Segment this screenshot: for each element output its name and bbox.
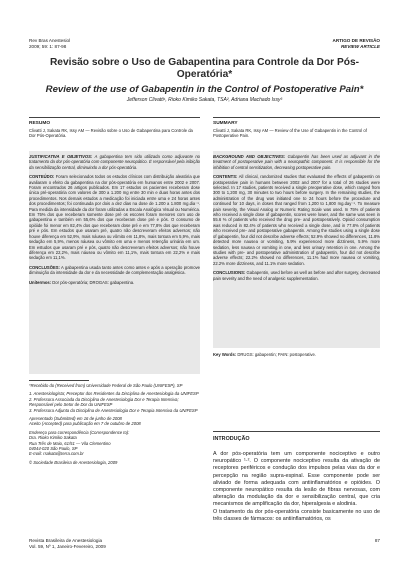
divider bbox=[213, 431, 380, 432]
journal-header bbox=[29, 38, 70, 50]
summary-conclusions: CONCLUSIONS: Gabapentin, used before as well as before and after surgery, decreased pain severity and the need of analgesic supplementation. bbox=[213, 270, 380, 281]
affiliation-2: 2. Professora Associada da Disciplina de Anestesiologia Dor e Terapia Intensiva; Responsável pelo Setor de Dor da UNIFESP bbox=[29, 396, 179, 408]
resumo-conclusoes: CONCLUSÕES: A gabapentina usada tanto antes como antes e após a operação promove diminuição da intensidade da dor e da necessidade de complementação analgésica. bbox=[29, 264, 200, 276]
summary-keywords: Key Words: DRUGS: gabapentin; PAIN: postoperative. bbox=[213, 352, 316, 357]
intro-paragraph-2: O tratamento da dor pós-operatória consiste basicamente no uso de três classes de fármacos: os antiinflamatórios, os bbox=[213, 508, 380, 522]
summary-section bbox=[213, 121, 380, 139]
affiliation-3: 3. Professora Adjunta da Disciplina de Anestesiologia Dor e Terapia Intensiva da UNIFESP bbox=[29, 407, 198, 413]
summary-background: BACKGROUND AND OBJECTIVES: Gabapentin has been used as adjuvant in the treatment of postoperative pain with a neuropathic component. It is responsible for the inhibition of central sensitization, decreasing postoperative pain. bbox=[213, 154, 380, 170]
intro-text bbox=[213, 451, 380, 546]
correspondence-name: Dra. Rioko Kimiko Sakata bbox=[29, 435, 77, 441]
summary-citation: Clivatti J, Sakata RK, Issy AM — Review of the Use of Gabapentin in the Control of Postoperative Pain. bbox=[213, 128, 367, 139]
intro-heading: INTRODUÇÃO bbox=[213, 436, 250, 442]
received-note: *Recebido do (Received from) Universidade Federal de São Paulo (UNIFESP), SP bbox=[29, 383, 183, 388]
title-english: Review of the use of Gabapentin in the Control of Postoperative Pain* bbox=[45, 84, 364, 95]
article-type-en: REVIEW ARTICLE bbox=[340, 43, 380, 49]
summary-heading: SUMMARY bbox=[213, 121, 238, 126]
title-portuguese: Revisão sobre o Uso de Gabapentina para Controle da Dor Pós-Operatória* bbox=[49, 57, 360, 81]
divider bbox=[213, 117, 380, 118]
affiliations bbox=[29, 383, 200, 465]
article-type bbox=[333, 38, 380, 50]
resumo-justificativa: JUSTIFICATIVA E OBJETIVOS: A gabapentina tem sido utilizada como adjuvante no tratamento da dor pós-operatória com componente neuropático. É responsável pela inibição da sensibilização central, diminuindo a dor pós-operatória. bbox=[29, 154, 200, 170]
copyright: © Sociedade Brasileira de Anestesiologia, 2009 bbox=[29, 459, 118, 465]
accepted-date: Aceito (Accepted) para publicação em 7 de outubro de 2008 bbox=[29, 421, 141, 427]
resumo-unitermos: Unitermos: Dor pós-operatória; DROGAS: gabapentina. bbox=[29, 279, 135, 285]
footnote-divider bbox=[29, 380, 89, 381]
resumo-citation: Clivatti J, Sakata RK, Issy AM — Revisão sobre o Uso de Gabapentina para Controle da Dor Pós-Operatória. bbox=[29, 128, 193, 139]
affiliation-1: 1. Anestesiologista; Preceptor dos Residentes da Disciplina de Anestesiologia da UNIFESP bbox=[29, 391, 199, 397]
correspondence-city: 04044-020 São Paulo, SP bbox=[29, 446, 78, 452]
resumo-section bbox=[29, 121, 200, 139]
submitted-date: Apresentado (Submitted) em 16 de junho de 2008 bbox=[29, 416, 122, 422]
summary-box bbox=[213, 151, 380, 348]
footer-journal: Revista Brasileira de Anestesiologia bbox=[29, 538, 103, 544]
resumo-conteudo: CONTEÚDO: Foram selecionados todos os estudos clínicos com distribuição aleatória que avaliaram o efeito da gabapentina na dor pós-operatória em humanos entre 2002 e 2007. Foram encontrados 26 artigos publicados. Em 17 estudos os pacientes receberam dose única pré-operatória com valores de 300 a 1.200 mg entre 30 min e duas horas antes dos procedimentos. Nos demais estudos a medicação foi iniciada entre uma e 24 horas antes dos procedimentos; foi continuada por dois a dez dias na dose de 1.200 a 1.800 mg.dia⁻¹. Para medida da intensidade da dor foram utilizadas a Escala Analógica Visual ou Numérica. Em 75% dos que receberam somente dose pré os escores foram menores com uso de gabapentina e também em 55,6% dos que receberam dose pré e pós. O consumo de opióide foi menor em 82,4% dos que receberam dose pré e em 77,8% dos que receberam pré e pós. Em estudos que usaram pré, quatro não descreveram efeitos adversos; não houve diferença em 52,9%, mais náusea ou vômito em 11,8%, mais tontura em 5,9%, mais sedação em 5,9%, menos náusea ou vômito em uma e menos retenção urinária em um. Em estudos que usaram pré e pós, quatro não descreveram efeitos adversos; não houve diferença em 22,2%, mais náusea ou vômito em 11,1%, mais tontura em 22,2% e mais sedação em 11,1%. bbox=[29, 174, 200, 261]
page-footer bbox=[29, 538, 106, 550]
intro-paragraph-1: A dor pós-operatória tem um componente nociceptivo e outro neuropático ¹·². O componente nociceptivo resulta da ativação de receptores periféricos e condução dos impulsos pelas vias da dor e percepção na região supra-espinal. Esse componente pode ser aliviado de forma adequada com antiinflamatórios e opióides. O componente neuropático resulta da lesão de fibras nervosas, com alteração da modulação da dor e sensibilização central, que cria mecanismos de amplificação da dor, hiperalgesia e alodinia. bbox=[213, 451, 380, 508]
resumo-heading: RESUMO bbox=[29, 121, 51, 126]
divider bbox=[29, 117, 200, 118]
journal-name: Rev Bras Anestesiol bbox=[29, 38, 71, 43]
correspondence-label: Endereço para correspondência (Correspondence to): bbox=[29, 429, 130, 435]
article-type-pt: ARTIGO DE REVISÃO bbox=[332, 38, 380, 43]
page-number: 87 bbox=[374, 538, 380, 544]
summary-contents: CONTENTS: All clinical, randomized studies that evaluated the effects of gabapentin on postoperative pain in humans between 2002 and 2007 for a total of 26 studies were selected. In 17 studies, patients received a single preoperative dose, which ranged from 300 to 1,200 mg, 30 minutes to two hours before surgery. In the remaining studies, the administration of the drug was initiated one to 24 hours before the procedure and continued for 10 days, in doses that ranged from 1,200 to 1,800 mg.day⁻¹. To measure pain severity, the Visual Analog or Numeric Rating Scale was used. In 75% of patients who received a single dose of gabapentin, scores were lower, and the same was seen in 55.6 % of patients who received the drug pre- and postoperatively. Opioid consumption was reduced in 82.4% of patients who received a single dose, and in 77.8% of patients who received pre- and postoperative gabapentin. Among the studies using a single dose of gabapentin, four did not describe adverse effects; 52.9% showed no differences, 11.8% detected more nausea or vomiting, 5.9% experienced more dizziness, 5.9% more sedation, less nausea or vomiting in one, and less urinary retention in one. Among the studies with pre- and postoperative administration of gabapentin, four did not describe adverse effects; 22.2% showed no differences, 11.1% had more nausea or vomiting, 22.2% more dizziness, and 11.1% more sedation. bbox=[213, 174, 380, 266]
journal-citation: 2009; 59: 1: 87-98 bbox=[29, 43, 67, 49]
footer-volume: Vol. 59, Nº 1, Janeiro-Fevereiro, 2009 bbox=[29, 544, 106, 550]
authors: Jefferson Clivatti¹, Rioko Kimiko Sakata, TSA², Adriana Machado Issy³ bbox=[126, 97, 283, 103]
resumo-box bbox=[29, 151, 200, 374]
correspondence-street: Rua Três de Maio, 61/51 — Vila Clementino bbox=[29, 440, 111, 446]
correspondence-email: E-mail: rsakata@terra.com.br bbox=[29, 451, 84, 457]
